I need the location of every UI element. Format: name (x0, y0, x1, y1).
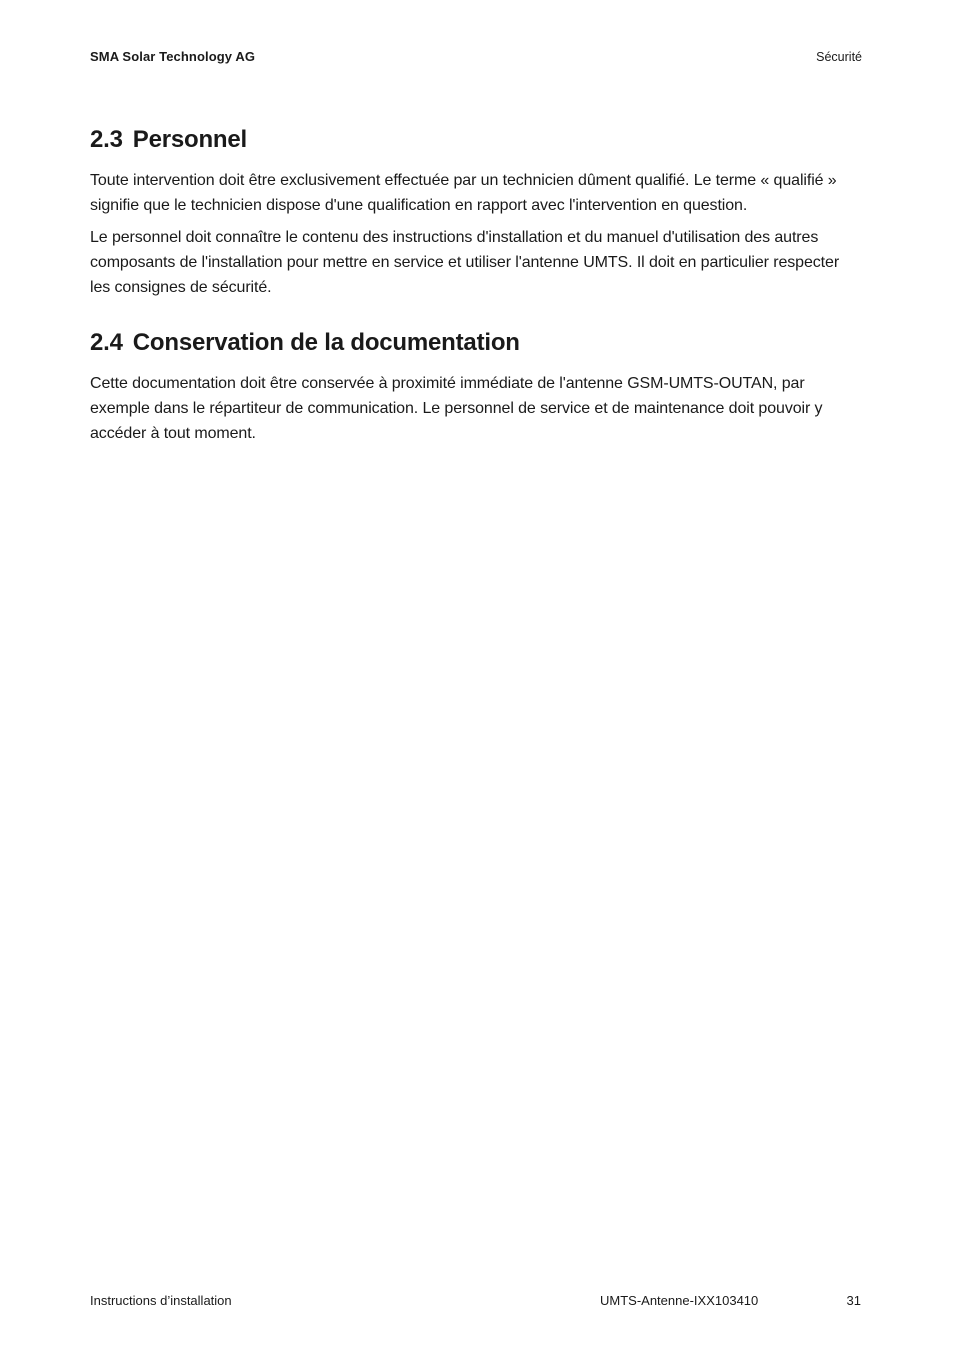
section-number: 2.3 (90, 126, 123, 153)
section-title: Personnel (132, 126, 248, 153)
footer-page-number: 31 (846, 1293, 861, 1308)
section-conservation (90, 327, 862, 446)
section-personnel (90, 124, 862, 300)
paragraph: Toute intervention doit être exclusivement effectuée par un technicien dûment qualifié. Le terme « qualifié » signifie que le technicien dispose d'une qualification en rapport avec l'intervention en question. (90, 172, 837, 214)
page-content (90, 124, 862, 453)
footer-doc-type: Instructions d’installation (90, 1293, 232, 1308)
header-company: SMA Solar Technology AG (90, 49, 256, 64)
paragraph: Cette documentation doit être conservée à proximité immédiate de l'antenne GSM-UMTS-OUTAN, par exemple dans le répartiteur de communication. Le personnel de service et de maintenance doit pouvoir y accéder à tout moment. (90, 375, 823, 442)
section-title: Conservation de la documentation (132, 329, 520, 356)
header-chapter: Sécurité (816, 50, 862, 64)
footer-doc-code: UMTS-Antenne-IXX103410 (600, 1293, 759, 1308)
section-number: 2.4 (90, 329, 123, 356)
paragraph: Le personnel doit connaître le contenu des instructions d'installation et du manuel d'utilisation des autres composants de l'installation pour mettre en service et utiliser l'antenne UMTS. Il doit en particulier respecter les consignes de sécurité. (90, 229, 840, 296)
section-heading (90, 327, 862, 359)
section-heading (90, 124, 862, 156)
